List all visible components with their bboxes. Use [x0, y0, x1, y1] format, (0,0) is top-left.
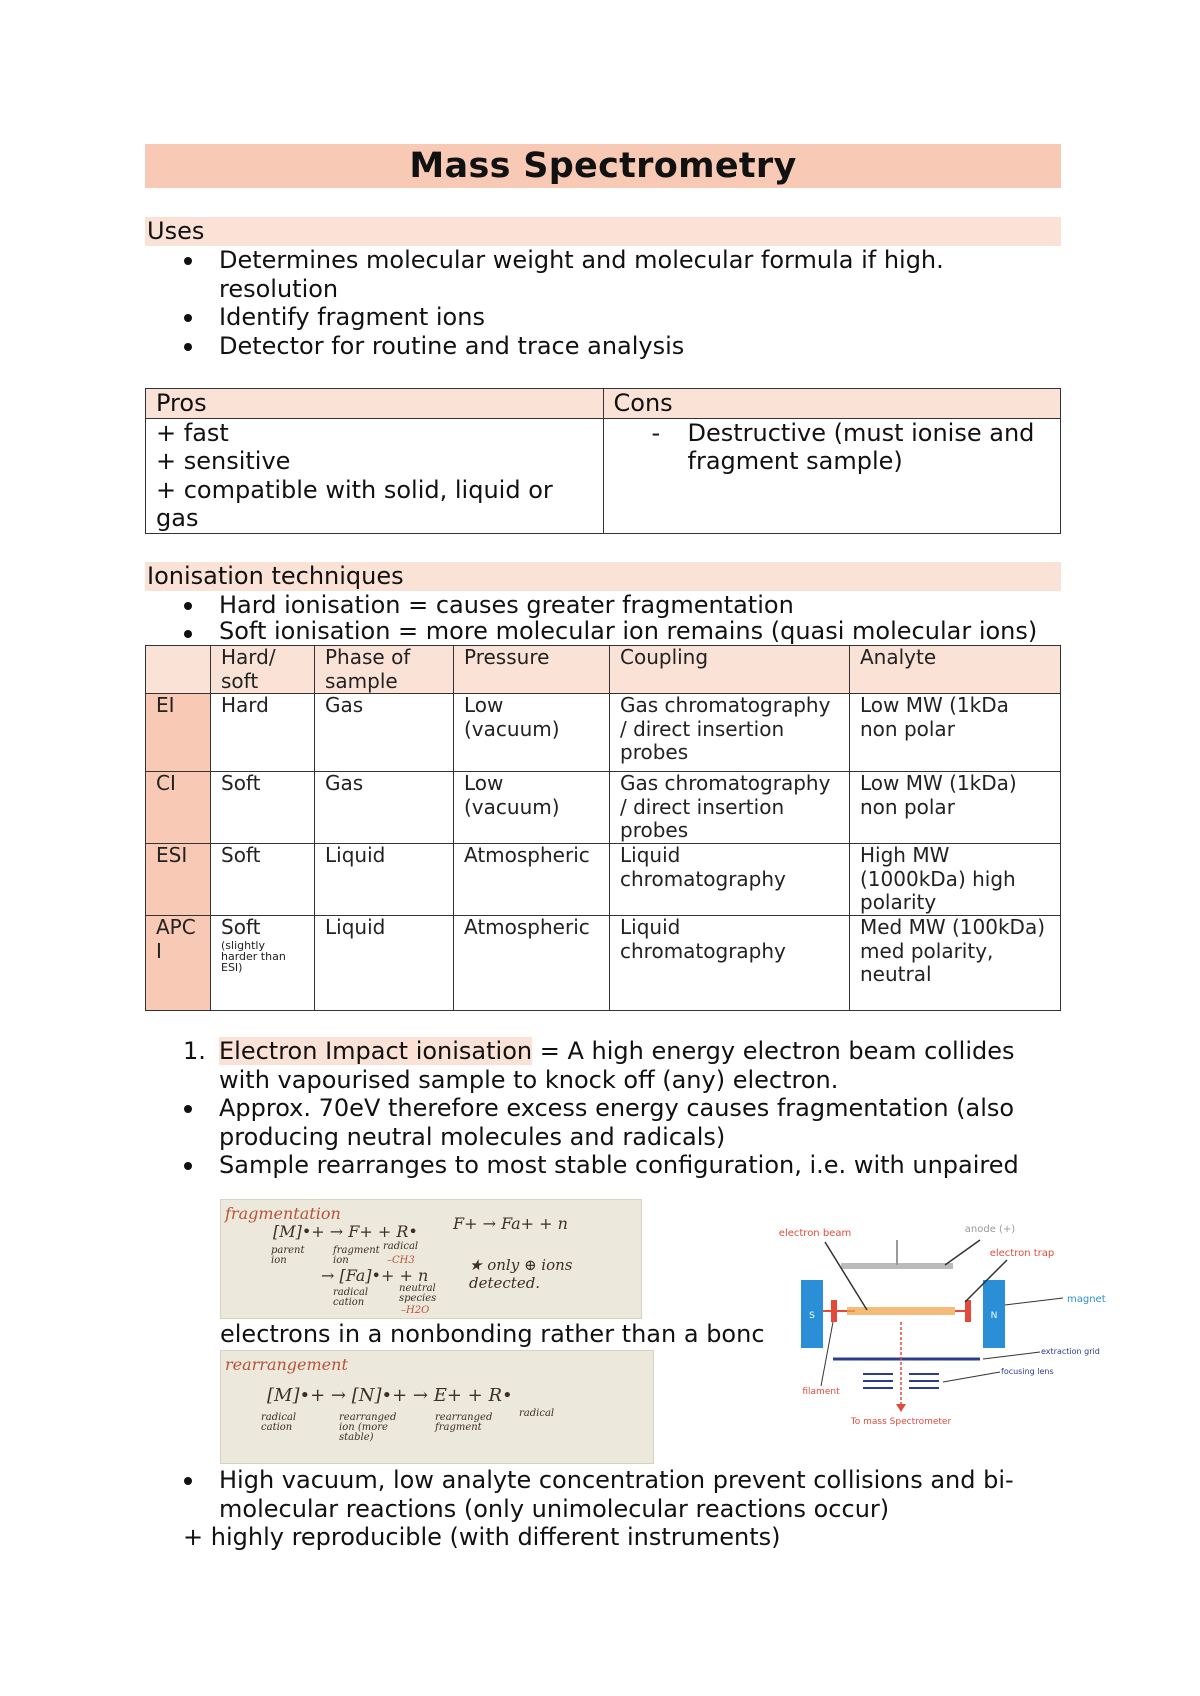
pros-item: + sensitive [156, 447, 291, 475]
table-header: Phase of sample [315, 646, 454, 694]
ch3-note: –CH3 [387, 1255, 415, 1266]
magnet-s-label: S [809, 1311, 815, 1321]
extraction-grid-label: extraction grid [1041, 1347, 1100, 1356]
table-header: Pressure [454, 646, 610, 694]
leader-line [1005, 1298, 1063, 1305]
list-item: High vacuum, low analyte concentration prevent collisions and bi- molecular reactions (only unimolecular reactions occur) [145, 1466, 1061, 1523]
analyte-cell: High MW (1000kDa) high polarity [850, 844, 1061, 916]
hard-soft-note: (slightly harder than ESI) [221, 938, 286, 974]
document-page [145, 144, 1061, 1180]
radical-cation-note: radical cation [333, 1287, 369, 1308]
list-item: Soft ionisation = more molecular ion remains (quasi molecular ions) [145, 619, 1061, 644]
list-item: Detector for routine and trace analysis [145, 332, 1061, 361]
bullet-continuation: electrons in a nonbonding rather than a bonc [220, 1320, 765, 1348]
electron-impact-list [145, 1037, 1061, 1094]
h2o-note: –H2O [401, 1305, 430, 1316]
hard-soft-cell: Hard [211, 694, 315, 772]
rearrangement-note-image [220, 1350, 654, 1464]
analyte-cell: Low MW (1kDa) non polar [850, 772, 1061, 844]
pros-item: gas [156, 504, 199, 532]
pros-cell [146, 418, 604, 533]
table-header: Coupling [610, 646, 850, 694]
pros-header: Pros [146, 389, 604, 419]
fragmentation-note-image [220, 1199, 642, 1319]
pressure-cell: Low (vacuum) [454, 694, 610, 772]
document-page-bottom [145, 1466, 1061, 1552]
rearranged-ion-note: rearranged ion (more stable) [339, 1412, 397, 1443]
focusing-lens-label: focusing lens [1001, 1367, 1054, 1376]
coupling-cell: Gas chromatography / direct insertion probes [610, 772, 850, 844]
filament-label: filament [802, 1387, 840, 1397]
electron-beam-label: electron beam [778, 1228, 852, 1239]
ionisation-heading: Ionisation techniques [145, 562, 1061, 591]
technique-name: APC I [146, 916, 211, 1011]
list-item: Sample rearranges to most stable configuration, i.e. with unpaired [145, 1151, 1061, 1180]
leader-line [945, 1240, 980, 1265]
hard-soft-cell: Soft [211, 844, 315, 916]
hard-soft-value: Soft [221, 915, 261, 939]
fragmentation-equation: [M]•+ → F+ + R• [273, 1222, 418, 1241]
table-row [146, 772, 1061, 844]
pressure-cell: Atmospheric [454, 844, 610, 916]
highlighted-term: Electron Impact ionisation [219, 1037, 533, 1065]
rearrangement-equation: [M]•+ → [N]•+ → E+ + R• [267, 1385, 513, 1406]
page-title: Mass Spectrometry [145, 144, 1061, 188]
table-header [146, 646, 211, 694]
table-header: Hard/ soft [211, 646, 315, 694]
cons-item: fragment sample) [687, 447, 903, 475]
coupling-cell: Gas chromatography / direct insertion probes [610, 694, 850, 772]
radical-cation-note: radical cation [261, 1412, 297, 1433]
magnet-n-label: N [990, 1311, 998, 1321]
list-item: Approx. 70eV therefore excess energy causes fragmentation (also producing neutral molecules and radicals) [145, 1094, 1061, 1151]
leader-line [983, 1352, 1040, 1359]
fragmentation-label: fragmentation [225, 1204, 341, 1223]
ionisation-list [145, 591, 1061, 645]
fragmentation-equation-right: F+ → Fa+ + n [453, 1214, 568, 1233]
definition-text: with vapourised sample to knock off (any) electron. [219, 1065, 839, 1094]
leader-line [943, 1372, 1000, 1382]
list-item: Determines molecular weight and molecular formula if high. resolution [145, 246, 1061, 303]
phase-cell: Gas [315, 772, 454, 844]
phase-cell: Liquid [315, 844, 454, 916]
definition-text: = A high energy electron beam collides [532, 1037, 1015, 1065]
uses-list [145, 246, 1061, 360]
cons-header: Cons [603, 389, 1061, 419]
hard-soft-cell: Soft [211, 772, 315, 844]
table-header: Analyte [850, 646, 1061, 694]
technique-name: CI [146, 772, 211, 844]
table-row [146, 694, 1061, 772]
hard-soft-cell [211, 916, 315, 1011]
pros-item: + compatible with solid, liquid or [156, 475, 553, 504]
technique-name: EI [146, 694, 211, 772]
to-mass-spectrometer-label: To mass Spectrometer [850, 1417, 952, 1427]
electron-beam [847, 1307, 955, 1315]
radical-note: radical [519, 1408, 555, 1419]
technique-name: ESI [146, 844, 211, 916]
parent-ion-note: parent ion [271, 1245, 305, 1266]
rearrangement-label: rearrangement [225, 1355, 348, 1374]
plus-line: + highly reproducible (with different instruments) [183, 1523, 781, 1551]
electron-impact-bullets-cont [145, 1466, 1061, 1523]
pressure-cell: Low (vacuum) [454, 772, 610, 844]
item-number: 1. [183, 1037, 206, 1065]
dash-marker: - [651, 418, 661, 447]
list-item: Hard ionisation = causes greater fragmentation [145, 591, 1061, 620]
pressure-cell: Atmospheric [454, 916, 610, 1011]
list-item: Identify fragment ions [145, 303, 1061, 332]
magnet-label: magnet [1067, 1294, 1106, 1305]
coupling-cell: Liquid chromatography [610, 916, 850, 1011]
fragmentation-equation-lower: → [Fa]•+ + n [321, 1266, 429, 1285]
leader-line [825, 1242, 867, 1310]
pros-cons-table [145, 388, 1061, 534]
ei-source-diagram [778, 1210, 1106, 1450]
table-row [146, 844, 1061, 916]
list-item [145, 1037, 1061, 1094]
rearranged-fragment-note: rearranged fragment [435, 1412, 493, 1433]
table-row [146, 916, 1061, 1011]
ion-arrow [896, 1404, 906, 1412]
only-ions-detected-note: ★ only ⊕ ions detected. [469, 1256, 573, 1292]
phase-cell: Gas [315, 694, 454, 772]
phase-cell: Liquid [315, 916, 454, 1011]
analyte-cell: Med MW (100kDa) med polarity, neutral [850, 916, 1061, 1011]
electron-impact-bullets [145, 1094, 1061, 1180]
radical-note: radical [383, 1241, 419, 1252]
cons-item: Destructive (must ionise and [687, 418, 1035, 447]
ionisation-table [145, 645, 1061, 1011]
neutral-species-note: neutral species [399, 1283, 437, 1304]
pros-item: + fast [156, 418, 229, 447]
analyte-cell: Low MW (1kDa non polar [850, 694, 1061, 772]
electron-trap-label: electron trap [989, 1248, 1055, 1259]
anode-label: anode (+) [964, 1224, 1016, 1235]
coupling-cell: Liquid chromatography [610, 844, 850, 916]
uses-heading: Uses [145, 217, 1061, 246]
cons-cell [603, 418, 1061, 533]
fragment-ion-note: fragment ion [333, 1245, 380, 1266]
